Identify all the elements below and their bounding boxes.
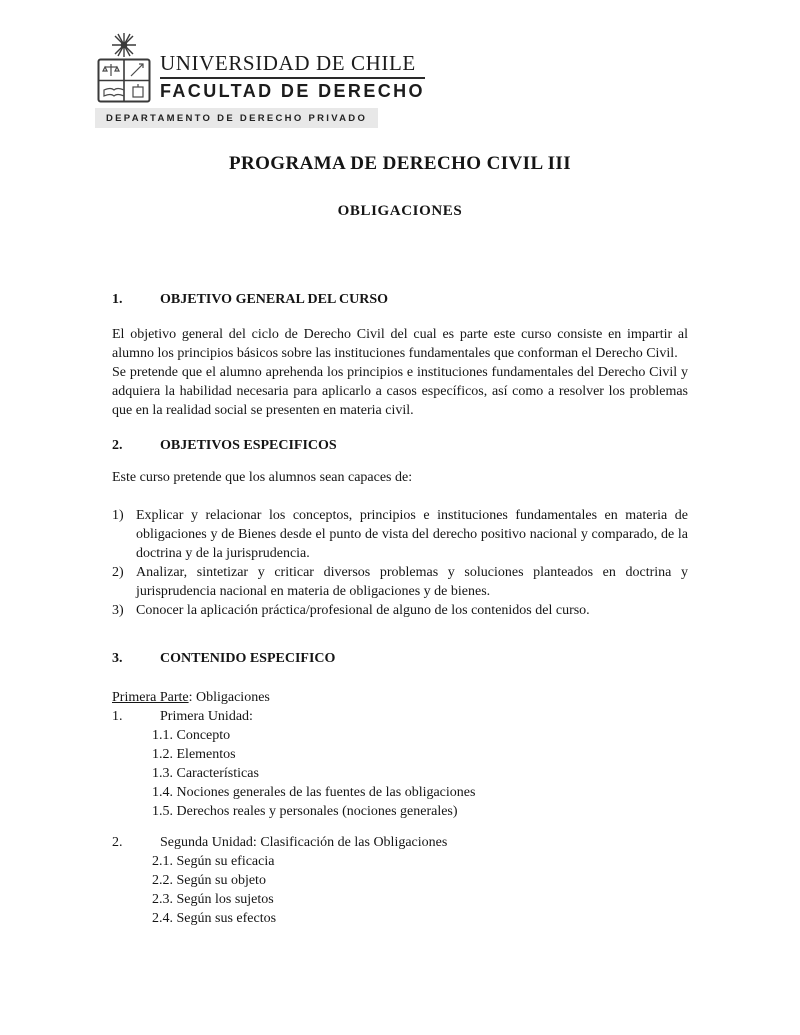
- unit-2: [112, 833, 688, 928]
- faculty-name: FACULTAD DE DERECHO: [160, 81, 425, 101]
- section-number: 1.: [112, 292, 123, 307]
- unit-number: 2.: [112, 835, 123, 850]
- unit-subitems: [152, 726, 688, 821]
- section-number: 3.: [112, 651, 123, 666]
- unit-subitems: [152, 852, 688, 928]
- university-crest-icon: [95, 32, 153, 103]
- section-title: CONTENIDO ESPECIFICO: [160, 651, 336, 666]
- list-item-marker: 3): [112, 603, 124, 618]
- section-2-heading: [112, 436, 688, 455]
- list-item: [112, 506, 688, 563]
- subitem: 1.1. Concepto: [152, 728, 231, 743]
- part-label: Primera Parte: [112, 690, 189, 705]
- university-name: UNIVERSIDAD DE CHILE: [160, 51, 425, 79]
- section-1-heading: [112, 290, 688, 309]
- letterhead-row: [95, 32, 425, 103]
- unit-number: 1.: [112, 709, 123, 724]
- section-number: 2.: [112, 438, 123, 453]
- letterhead: [95, 32, 425, 128]
- subitem: 1.4. Nociones generales de las fuentes de las obligaciones: [152, 785, 476, 800]
- unit-heading: [112, 833, 688, 852]
- part-heading: [112, 688, 688, 707]
- list-item-marker: 1): [112, 508, 124, 523]
- section-title: OBJETIVO GENERAL DEL CURSO: [160, 292, 389, 307]
- section-intro: Este curso pretende que los alumnos sean capaces de:: [112, 470, 413, 485]
- department-banner: DEPARTAMENTO DE DERECHO PRIVADO: [95, 108, 378, 128]
- subitem: 2.4. Según sus efectos: [152, 911, 277, 926]
- list-item: [112, 563, 688, 601]
- subitem: 1.5. Derechos reales y personales (nociones generales): [152, 804, 458, 819]
- unit-heading: [112, 707, 688, 726]
- part-title: : Obligaciones: [188, 690, 270, 705]
- subitem: 2.3. Según los sujetos: [152, 892, 274, 907]
- objectives-list: [112, 506, 688, 620]
- subitem: 1.2. Elementos: [152, 747, 236, 762]
- paragraph: El objetivo general del ciclo de Derecho Civil del cual es parte este curso consiste en impartir al alumno los principios básicos sobre las instituciones fundamentales que conforman el Derecho Civil.: [112, 327, 688, 361]
- unit-title: Segunda Unidad: Clasificación de las Obligaciones: [160, 835, 448, 850]
- letterhead-text: [160, 51, 425, 103]
- subitem: 1.3. Características: [152, 766, 259, 781]
- section-title: OBJETIVOS ESPECIFICOS: [160, 438, 337, 453]
- document-body: [112, 290, 688, 928]
- document-subtitle: OBLIGACIONES: [337, 203, 463, 219]
- unit-title: Primera Unidad:: [160, 709, 253, 724]
- list-item-text: Explicar y relacionar los conceptos, principios e instituciones fundamentales en materia de obligaciones y de Bienes desde el punto de vista del derecho positivo nacional y comparado, de la doctrina y de la jurisprudencia.: [136, 508, 688, 561]
- list-item-marker: 2): [112, 565, 124, 580]
- paragraph: Se pretende que el alumno aprehenda los principios e instituciones fundamentales del Derecho Civil y adquiera la habilidad necesaria para aplicarlo a casos específicos, así como a resolver los problemas que en la realidad social se presenten en materia civil.: [112, 365, 688, 418]
- section-3-heading: [112, 649, 688, 668]
- list-item: [112, 601, 688, 620]
- subitem: 2.2. Según su objeto: [152, 873, 266, 888]
- list-item-text: Analizar, sintetizar y criticar diversos problemas y soluciones planteados en doctrina y jurisprudencia nacional en materia de obligaciones y de bienes.: [136, 565, 688, 599]
- document-title: PROGRAMA DE DERECHO CIVIL III: [228, 153, 572, 174]
- subitem: 2.1. Según su eficacia: [152, 854, 275, 869]
- unit-1: [112, 707, 688, 821]
- list-item-text: Conocer la aplicación práctica/profesional de alguno de los contenidos del curso.: [136, 603, 590, 618]
